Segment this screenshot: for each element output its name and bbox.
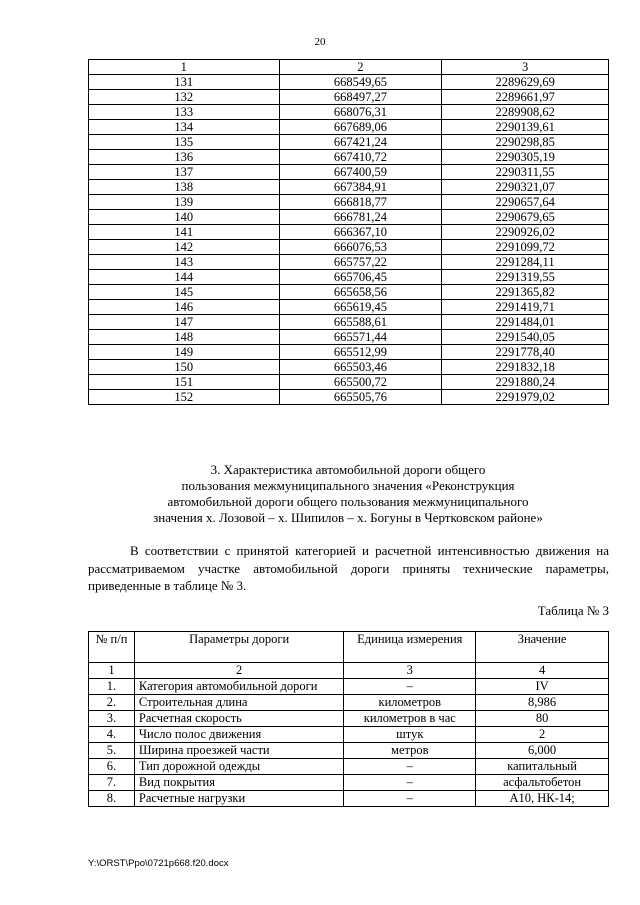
table-cell: 667400,59 [279,165,442,180]
table-cell: километров [344,695,476,711]
page-number: 20 [314,36,326,48]
table-cell: Расчетные нагрузки [134,791,344,807]
table-row [89,165,609,180]
table-row [89,150,609,165]
table-cell: Число полос движения [134,727,344,743]
table-cell: 151 [89,375,280,390]
table-cell: – [344,679,476,695]
table-cell: километров в час [344,711,476,727]
table-cell: 666076,53 [279,240,442,255]
table-cell: 137 [89,165,280,180]
table-cell: 2290657,64 [442,195,609,210]
table-row [89,120,609,135]
table-cell: 668549,65 [279,75,442,90]
table-row [89,791,609,807]
table-cell: 2290321,07 [442,180,609,195]
table-caption: Таблица № 3 [537,603,609,618]
table-row [89,90,609,105]
table-cell: Ширина проезжей части [134,743,344,759]
table-cell: 2291540,05 [442,330,609,345]
table-cell: 2290305,19 [442,150,609,165]
table-cell: Категория автомобильной дороги [134,679,344,695]
table-row [89,330,609,345]
table-cell: 141 [89,225,280,240]
table-row [89,255,609,270]
column-header: № п/п [89,632,135,663]
table-cell: 7. [89,775,135,791]
table-cell: 134 [89,120,280,135]
table-row [89,195,609,210]
table-cell: 146 [89,300,280,315]
table-cell: Расчетная скорость [134,711,344,727]
column-header: 1 [89,60,280,75]
table-cell: 2289629,69 [442,75,609,90]
table-cell: 2291099,72 [442,240,609,255]
column-index: 4 [476,663,609,679]
table-header-row [89,632,609,663]
footer-file-path: Y:\ORST\Ppo\0721p668.f20.docx [88,858,229,869]
table-cell: 138 [89,180,280,195]
table-row [89,711,609,727]
table-cell: штук [344,727,476,743]
column-header: Параметры дороги [134,632,344,663]
column-header: Значение [476,632,609,663]
section-heading-line: пользования межмуниципального значения «Реконструкция [181,478,515,493]
table-row [89,345,609,360]
table-row [89,210,609,225]
table-cell: 666367,10 [279,225,442,240]
table-row [89,390,609,405]
column-header: 2 [279,60,442,75]
table-cell: 6. [89,759,135,775]
table-cell: 665658,56 [279,285,442,300]
table-cell: 139 [89,195,280,210]
table-cell: Тип дорожной одежды [134,759,344,775]
table-cell: 667410,72 [279,150,442,165]
table-cell: 2291880,24 [442,375,609,390]
table-cell: 4. [89,727,135,743]
table-row [89,727,609,743]
section-heading-line: 3. Характеристика автомобильной дороги общего [210,462,486,477]
table-cell: 667384,91 [279,180,442,195]
table-cell: IV [476,679,609,695]
table-cell: 2291484,01 [442,315,609,330]
table-cell: 152 [89,390,280,405]
table-cell: метров [344,743,476,759]
table-cell: Строительная длина [134,695,344,711]
table-cell: 6,000 [476,743,609,759]
table-header-row [89,60,609,75]
table-cell: 2290298,85 [442,135,609,150]
table-cell: 665512,99 [279,345,442,360]
table-cell: 667689,06 [279,120,442,135]
table-cell: 665505,76 [279,390,442,405]
column-index: 2 [134,663,344,679]
table-cell: 142 [89,240,280,255]
table-cell: 150 [89,360,280,375]
section-heading [88,462,608,526]
table-cell: 668497,27 [279,90,442,105]
table-cell: 135 [89,135,280,150]
table-cell: 5. [89,743,135,759]
table-cell: 2289661,97 [442,90,609,105]
table-row [89,105,609,120]
table-cell: – [344,775,476,791]
table-cell: 2290139,61 [442,120,609,135]
table-cell: асфальтобетон [476,775,609,791]
table-cell: 8. [89,791,135,807]
table-row [89,135,609,150]
column-header: Единица измерения [344,632,476,663]
table-cell: 666781,24 [279,210,442,225]
table-cell: 2290311,55 [442,165,609,180]
table-row [89,360,609,375]
table-row [89,225,609,240]
coordinates-table [88,59,609,405]
table-cell: 2291778,40 [442,345,609,360]
table-cell: 132 [89,90,280,105]
table-cell: 148 [89,330,280,345]
table-cell: 2290679,65 [442,210,609,225]
table-cell: 149 [89,345,280,360]
table-row [89,759,609,775]
table-row [89,315,609,330]
body-paragraph: В соответствии с принятой категорией и расчетной интенсивностью движения на рассматриваемом участке автомобильной дороги приняты технические параметры, приведенные в таблице № 3. [88,543,609,593]
table-cell: 3. [89,711,135,727]
column-index: 3 [344,663,476,679]
table-cell: Вид покрытия [134,775,344,791]
table-cell: 144 [89,270,280,285]
table-cell: 2 [476,727,609,743]
table-cell: – [344,791,476,807]
table-cell: 665706,45 [279,270,442,285]
table-cell: 665619,45 [279,300,442,315]
table-cell: 2291319,55 [442,270,609,285]
column-header: 3 [442,60,609,75]
table-cell: 665500,72 [279,375,442,390]
table-cell: 2289908,62 [442,105,609,120]
table-cell: 133 [89,105,280,120]
table-cell: 131 [89,75,280,90]
table-cell: – [344,759,476,775]
table-cell: 1. [89,679,135,695]
table-row [89,375,609,390]
table-cell: 665571,44 [279,330,442,345]
table-cell: 2. [89,695,135,711]
table-cell: 145 [89,285,280,300]
table-row [89,240,609,255]
column-index: 1 [89,663,135,679]
table-cell: А10, НК-14; [476,791,609,807]
table-cell: 665503,46 [279,360,442,375]
table-row [89,695,609,711]
table-cell: 8,986 [476,695,609,711]
table-cell: 666818,77 [279,195,442,210]
table-cell: 143 [89,255,280,270]
column-index-row [89,663,609,679]
table-cell: 2291419,71 [442,300,609,315]
table-cell: 665588,61 [279,315,442,330]
table-cell: 80 [476,711,609,727]
table-row [89,75,609,90]
table-row [89,300,609,315]
table-cell: 668076,31 [279,105,442,120]
table-row [89,775,609,791]
table-cell: 2291832,18 [442,360,609,375]
table-cell: 667421,24 [279,135,442,150]
road-parameters-table [88,631,609,807]
table-cell: 2291365,82 [442,285,609,300]
section-heading-line: автомобильной дороги общего пользования межмуниципального [167,494,529,509]
table-cell: 147 [89,315,280,330]
table-cell: капитальный [476,759,609,775]
table-cell: 2291284,11 [442,255,609,270]
table-cell: 136 [89,150,280,165]
table-row [89,270,609,285]
table-cell: 2290926,02 [442,225,609,240]
table-row [89,743,609,759]
table-cell: 665757,22 [279,255,442,270]
table-cell: 2291979,02 [442,390,609,405]
table-row [89,180,609,195]
table-row [89,679,609,695]
table-row [89,285,609,300]
table-cell: 140 [89,210,280,225]
section-heading-line: значения х. Лозовой – х. Шипилов – х. Богуны в Чертковском районе» [153,510,543,525]
